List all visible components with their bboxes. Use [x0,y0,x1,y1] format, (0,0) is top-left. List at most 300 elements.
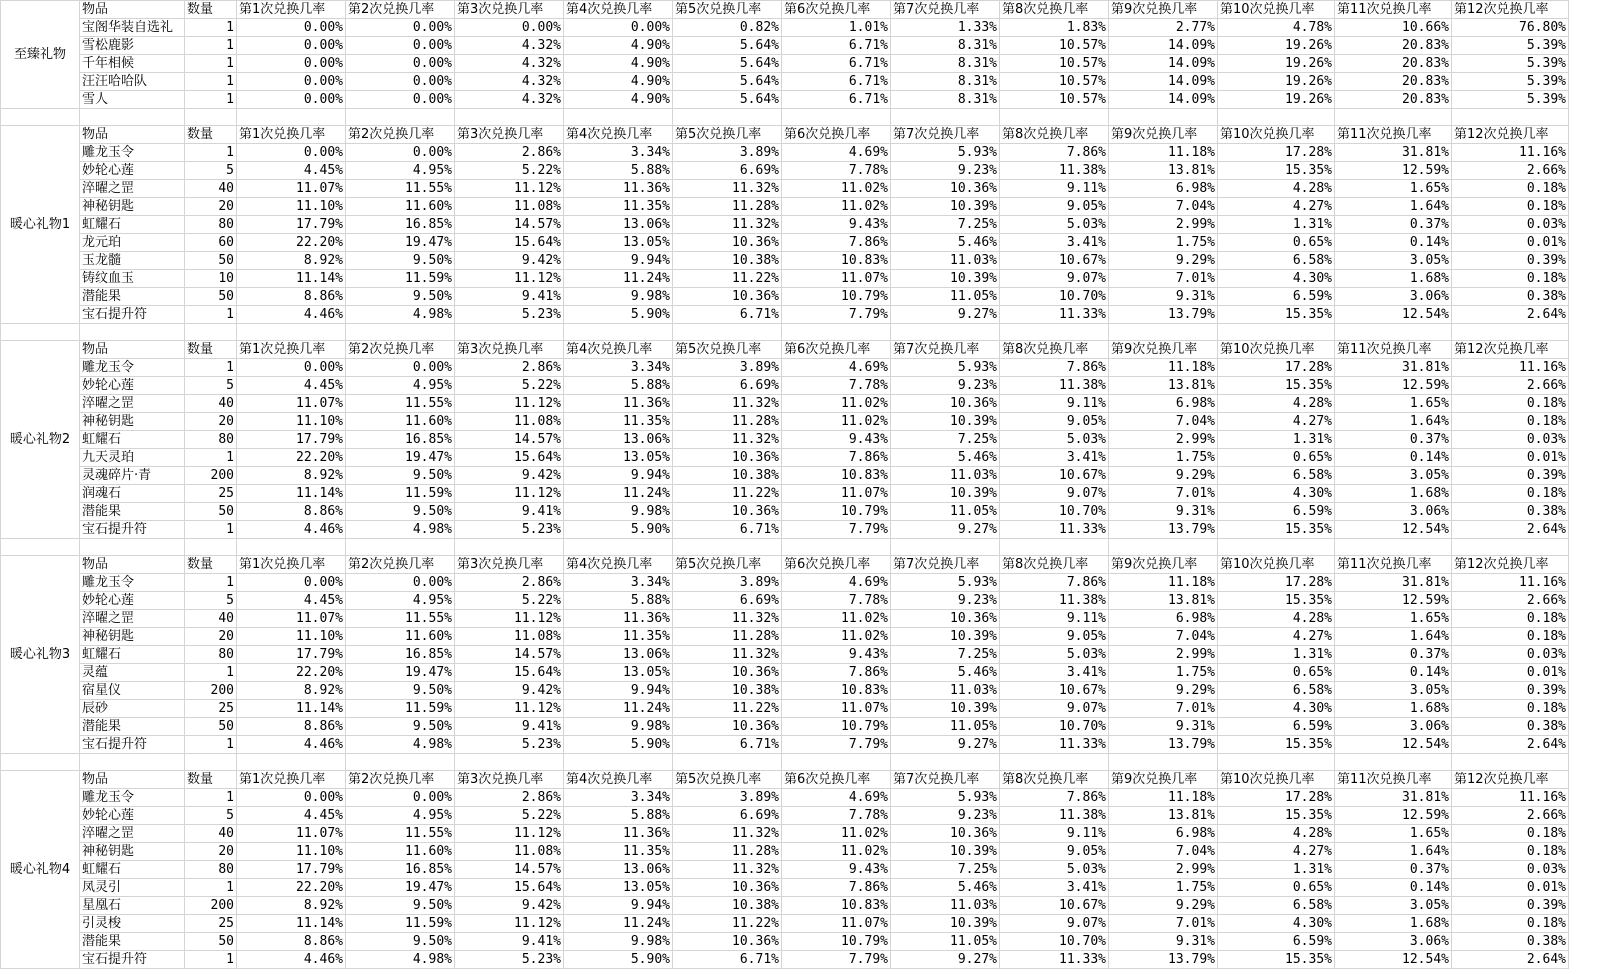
rate-cell[interactable]: 6.71% [782,73,891,91]
rate-cell[interactable]: 7.79% [782,521,891,539]
rate-cell[interactable]: 11.07% [237,825,346,843]
column-header-cell[interactable]: 第5次兑换几率 [673,1,782,19]
rate-cell[interactable]: 0.00% [346,359,455,377]
quantity-cell[interactable]: 1 [185,789,237,807]
rate-cell[interactable]: 20.83% [1335,73,1452,91]
rate-cell[interactable]: 13.05% [564,234,673,252]
rate-cell[interactable]: 11.59% [346,915,455,933]
rate-cell[interactable]: 4.46% [237,736,346,754]
rate-cell[interactable]: 0.03% [1452,861,1569,879]
rate-cell[interactable]: 10.79% [782,933,891,951]
rate-cell[interactable]: 3.89% [673,789,782,807]
rate-cell[interactable]: 0.00% [346,91,455,109]
rate-cell[interactable]: 12.59% [1335,162,1452,180]
empty-cell[interactable] [346,324,455,341]
item-name-cell[interactable]: 九天灵珀 [80,449,185,467]
rate-cell[interactable]: 8.86% [237,933,346,951]
item-name-cell[interactable]: 润魂石 [80,485,185,503]
rate-cell[interactable]: 4.27% [1218,198,1335,216]
rate-cell[interactable]: 13.81% [1109,162,1218,180]
rate-cell[interactable]: 4.69% [782,574,891,592]
rate-cell[interactable]: 9.07% [1000,270,1109,288]
quantity-cell[interactable]: 1 [185,306,237,324]
rate-cell[interactable]: 10.38% [673,682,782,700]
rate-cell[interactable]: 11.33% [1000,521,1109,539]
rate-cell[interactable]: 0.01% [1452,664,1569,682]
rate-cell[interactable]: 1.75% [1109,234,1218,252]
rate-cell[interactable]: 6.71% [673,306,782,324]
rate-cell[interactable]: 0.00% [346,19,455,37]
rate-cell[interactable]: 4.90% [564,55,673,73]
rate-cell[interactable]: 7.01% [1109,915,1218,933]
rate-cell[interactable]: 0.01% [1452,449,1569,467]
rate-cell[interactable]: 9.27% [891,736,1000,754]
item-name-cell[interactable]: 铸纹血玉 [80,270,185,288]
rate-cell[interactable]: 19.47% [346,449,455,467]
rate-cell[interactable]: 16.85% [346,216,455,234]
rate-cell[interactable]: 6.59% [1218,503,1335,521]
rate-cell[interactable]: 1.65% [1335,825,1452,843]
rate-cell[interactable]: 9.29% [1109,467,1218,485]
rate-cell[interactable]: 19.26% [1218,73,1335,91]
rate-cell[interactable]: 4.95% [346,162,455,180]
item-name-cell[interactable]: 辰砂 [80,700,185,718]
column-header-cell[interactable]: 第1次兑换几率 [237,771,346,789]
rate-cell[interactable]: 0.37% [1335,431,1452,449]
rate-cell[interactable]: 11.03% [891,467,1000,485]
column-header-cell[interactable]: 第11次兑换几率 [1335,1,1452,19]
empty-cell[interactable] [237,754,346,771]
rate-cell[interactable]: 9.05% [1000,198,1109,216]
rate-cell[interactable]: 1.68% [1335,915,1452,933]
rate-cell[interactable]: 9.11% [1000,825,1109,843]
item-name-cell[interactable]: 妙轮心莲 [80,162,185,180]
item-name-cell[interactable]: 千年相候 [80,55,185,73]
empty-cell[interactable] [1000,324,1109,341]
rate-cell[interactable]: 9.29% [1109,252,1218,270]
rate-cell[interactable]: 13.79% [1109,521,1218,539]
item-name-cell[interactable]: 雪松鹿影 [80,37,185,55]
rate-cell[interactable]: 22.20% [237,449,346,467]
empty-cell[interactable] [455,324,564,341]
rate-cell[interactable]: 1.75% [1109,449,1218,467]
item-name-cell[interactable]: 星凰石 [80,897,185,915]
rate-cell[interactable]: 10.36% [673,449,782,467]
rate-cell[interactable]: 4.28% [1218,825,1335,843]
rate-cell[interactable]: 17.79% [237,646,346,664]
rate-cell[interactable]: 9.94% [564,897,673,915]
rate-cell[interactable]: 11.22% [673,270,782,288]
rate-cell[interactable]: 17.28% [1218,359,1335,377]
rate-cell[interactable]: 5.46% [891,234,1000,252]
rate-cell[interactable]: 4.28% [1218,180,1335,198]
rate-cell[interactable]: 8.86% [237,718,346,736]
rate-cell[interactable]: 17.28% [1218,574,1335,592]
rate-cell[interactable]: 11.60% [346,628,455,646]
rate-cell[interactable]: 12.59% [1335,592,1452,610]
rate-cell[interactable]: 7.01% [1109,485,1218,503]
rate-cell[interactable]: 9.98% [564,288,673,306]
rate-cell[interactable]: 4.46% [237,951,346,969]
rate-cell[interactable]: 0.00% [237,574,346,592]
rate-cell[interactable]: 11.28% [673,413,782,431]
column-header-cell[interactable]: 第10次兑换几率 [1218,1,1335,19]
item-name-cell[interactable]: 宝石提升符 [80,521,185,539]
rate-cell[interactable]: 0.14% [1335,664,1452,682]
rate-cell[interactable]: 0.00% [455,19,564,37]
rate-cell[interactable]: 4.98% [346,736,455,754]
quantity-cell[interactable]: 25 [185,915,237,933]
empty-cell[interactable] [673,539,782,556]
rate-cell[interactable]: 0.18% [1452,180,1569,198]
quantity-cell[interactable]: 1 [185,73,237,91]
empty-cell[interactable] [782,324,891,341]
empty-cell[interactable] [237,539,346,556]
rate-cell[interactable]: 11.02% [782,628,891,646]
rate-cell[interactable]: 0.18% [1452,198,1569,216]
rate-cell[interactable]: 22.20% [237,664,346,682]
rate-cell[interactable]: 6.69% [673,162,782,180]
item-name-cell[interactable]: 宝石提升符 [80,306,185,324]
rate-cell[interactable]: 4.45% [237,162,346,180]
column-header-cell[interactable]: 物品 [80,341,185,359]
item-name-cell[interactable]: 淬曜之罡 [80,610,185,628]
rate-cell[interactable]: 3.05% [1335,252,1452,270]
rate-cell[interactable]: 2.66% [1452,162,1569,180]
rate-cell[interactable]: 1.31% [1218,216,1335,234]
rate-cell[interactable]: 10.39% [891,915,1000,933]
rate-cell[interactable]: 11.33% [1000,951,1109,969]
rate-cell[interactable]: 0.18% [1452,915,1569,933]
rate-cell[interactable]: 0.00% [237,91,346,109]
rate-cell[interactable]: 10.36% [673,664,782,682]
column-header-cell[interactable]: 第1次兑换几率 [237,556,346,574]
quantity-cell[interactable]: 20 [185,413,237,431]
rate-cell[interactable]: 7.25% [891,861,1000,879]
group-label-cell[interactable]: 暖心礼物2 [1,341,80,539]
rate-cell[interactable]: 0.03% [1452,646,1569,664]
rate-cell[interactable]: 0.65% [1218,664,1335,682]
quantity-cell[interactable]: 5 [185,377,237,395]
rate-cell[interactable]: 6.58% [1218,252,1335,270]
rate-cell[interactable]: 5.39% [1452,73,1569,91]
rate-cell[interactable]: 0.39% [1452,467,1569,485]
rate-cell[interactable]: 4.95% [346,377,455,395]
rate-cell[interactable]: 5.03% [1000,431,1109,449]
rate-cell[interactable]: 9.31% [1109,288,1218,306]
rate-cell[interactable]: 13.05% [564,664,673,682]
empty-cell[interactable] [1452,754,1569,771]
rate-cell[interactable]: 11.10% [237,628,346,646]
rate-cell[interactable]: 3.41% [1000,449,1109,467]
item-name-cell[interactable]: 妙轮心莲 [80,377,185,395]
rate-cell[interactable]: 0.01% [1452,879,1569,897]
rate-cell[interactable]: 6.59% [1218,933,1335,951]
rate-cell[interactable]: 5.93% [891,789,1000,807]
column-header-cell[interactable]: 数量 [185,126,237,144]
column-header-cell[interactable]: 第1次兑换几率 [237,341,346,359]
rate-cell[interactable]: 11.38% [1000,377,1109,395]
quantity-cell[interactable]: 60 [185,234,237,252]
rate-cell[interactable]: 7.86% [1000,144,1109,162]
rate-cell[interactable]: 11.02% [782,610,891,628]
quantity-cell[interactable]: 1 [185,359,237,377]
rate-cell[interactable]: 11.32% [673,431,782,449]
empty-cell[interactable] [891,109,1000,126]
rate-cell[interactable]: 1.68% [1335,270,1452,288]
empty-cell[interactable] [1218,754,1335,771]
empty-cell[interactable] [673,754,782,771]
empty-cell[interactable] [1335,754,1452,771]
rate-cell[interactable]: 9.43% [782,431,891,449]
rate-cell[interactable]: 0.39% [1452,897,1569,915]
rate-cell[interactable]: 1.64% [1335,198,1452,216]
column-header-cell[interactable]: 第9次兑换几率 [1109,556,1218,574]
rate-cell[interactable]: 0.00% [346,37,455,55]
quantity-cell[interactable]: 200 [185,467,237,485]
rate-cell[interactable]: 3.06% [1335,718,1452,736]
rate-cell[interactable]: 0.00% [237,144,346,162]
rate-cell[interactable]: 3.05% [1335,682,1452,700]
rate-cell[interactable]: 14.57% [455,216,564,234]
empty-cell[interactable] [782,109,891,126]
rate-cell[interactable]: 10.36% [673,933,782,951]
rate-cell[interactable]: 3.06% [1335,933,1452,951]
empty-cell[interactable] [673,109,782,126]
empty-cell[interactable] [891,324,1000,341]
rate-cell[interactable]: 11.07% [782,700,891,718]
rate-cell[interactable]: 3.06% [1335,288,1452,306]
rate-cell[interactable]: 11.18% [1109,789,1218,807]
rate-cell[interactable]: 5.22% [455,592,564,610]
rate-cell[interactable]: 9.50% [346,252,455,270]
rate-cell[interactable]: 9.50% [346,718,455,736]
rate-cell[interactable]: 9.27% [891,306,1000,324]
rate-cell[interactable]: 11.03% [891,682,1000,700]
rate-cell[interactable]: 10.39% [891,270,1000,288]
rate-cell[interactable]: 9.42% [455,682,564,700]
rate-cell[interactable]: 7.01% [1109,700,1218,718]
rate-cell[interactable]: 3.89% [673,574,782,592]
rate-cell[interactable]: 5.22% [455,377,564,395]
rate-cell[interactable]: 11.55% [346,610,455,628]
empty-cell[interactable] [1,324,80,341]
rate-cell[interactable]: 11.24% [564,270,673,288]
rate-cell[interactable]: 14.09% [1109,37,1218,55]
column-header-cell[interactable]: 第5次兑换几率 [673,556,782,574]
column-header-cell[interactable]: 第5次兑换几率 [673,771,782,789]
rate-cell[interactable]: 9.41% [455,288,564,306]
empty-cell[interactable] [80,539,185,556]
column-header-cell[interactable]: 数量 [185,341,237,359]
rate-cell[interactable]: 9.41% [455,503,564,521]
rate-cell[interactable]: 7.04% [1109,413,1218,431]
item-name-cell[interactable]: 雕龙玉令 [80,789,185,807]
rate-cell[interactable]: 0.00% [237,789,346,807]
rate-cell[interactable]: 5.39% [1452,37,1569,55]
rate-cell[interactable]: 11.22% [673,915,782,933]
rate-cell[interactable]: 6.69% [673,807,782,825]
rate-cell[interactable]: 5.23% [455,951,564,969]
rate-cell[interactable]: 1.01% [782,19,891,37]
rate-cell[interactable]: 4.32% [455,37,564,55]
rate-cell[interactable]: 1.65% [1335,180,1452,198]
quantity-cell[interactable]: 80 [185,861,237,879]
rate-cell[interactable]: 0.39% [1452,252,1569,270]
column-header-cell[interactable]: 第8次兑换几率 [1000,771,1109,789]
rate-cell[interactable]: 11.16% [1452,144,1569,162]
rate-cell[interactable]: 5.93% [891,574,1000,592]
item-name-cell[interactable]: 灵蕴 [80,664,185,682]
rate-cell[interactable]: 9.29% [1109,682,1218,700]
rate-cell[interactable]: 9.94% [564,252,673,270]
rate-cell[interactable]: 10.38% [673,467,782,485]
rate-cell[interactable]: 0.03% [1452,216,1569,234]
rate-cell[interactable]: 5.88% [564,592,673,610]
rate-cell[interactable]: 10.36% [891,610,1000,628]
item-name-cell[interactable]: 潜能果 [80,933,185,951]
rate-cell[interactable]: 2.86% [455,144,564,162]
rate-cell[interactable]: 9.07% [1000,700,1109,718]
rate-cell[interactable]: 7.86% [782,449,891,467]
rate-cell[interactable]: 9.50% [346,682,455,700]
column-header-cell[interactable]: 第5次兑换几率 [673,341,782,359]
rate-cell[interactable]: 3.41% [1000,879,1109,897]
rate-cell[interactable]: 1.65% [1335,395,1452,413]
rate-cell[interactable]: 11.07% [782,270,891,288]
rate-cell[interactable]: 16.85% [346,646,455,664]
item-name-cell[interactable]: 宝石提升符 [80,736,185,754]
rate-cell[interactable]: 6.71% [673,951,782,969]
empty-cell[interactable] [80,754,185,771]
rate-cell[interactable]: 0.00% [237,55,346,73]
column-header-cell[interactable]: 第6次兑换几率 [782,341,891,359]
column-header-cell[interactable]: 物品 [80,126,185,144]
rate-cell[interactable]: 9.98% [564,503,673,521]
empty-cell[interactable] [185,109,237,126]
rate-cell[interactable]: 11.14% [237,915,346,933]
rate-cell[interactable]: 11.24% [564,700,673,718]
rate-cell[interactable]: 9.29% [1109,897,1218,915]
rate-cell[interactable]: 10.36% [891,395,1000,413]
quantity-cell[interactable]: 80 [185,431,237,449]
rate-cell[interactable]: 3.34% [564,789,673,807]
rate-cell[interactable]: 5.64% [673,55,782,73]
rate-cell[interactable]: 20.83% [1335,55,1452,73]
item-name-cell[interactable]: 汪汪哈哈队 [80,73,185,91]
rate-cell[interactable]: 4.30% [1218,485,1335,503]
rate-cell[interactable]: 9.11% [1000,610,1109,628]
rate-cell[interactable]: 11.03% [891,252,1000,270]
rate-cell[interactable]: 11.35% [564,843,673,861]
rate-cell[interactable]: 3.41% [1000,664,1109,682]
rate-cell[interactable]: 15.35% [1218,521,1335,539]
rate-cell[interactable]: 11.35% [564,198,673,216]
rate-cell[interactable]: 0.18% [1452,485,1569,503]
rate-cell[interactable]: 10.67% [1000,897,1109,915]
rate-cell[interactable]: 11.07% [782,485,891,503]
rate-cell[interactable]: 14.57% [455,646,564,664]
column-header-cell[interactable]: 第8次兑换几率 [1000,126,1109,144]
rate-cell[interactable]: 3.05% [1335,897,1452,915]
rate-cell[interactable]: 9.07% [1000,915,1109,933]
empty-cell[interactable] [1335,539,1452,556]
rate-cell[interactable]: 9.43% [782,646,891,664]
column-header-cell[interactable]: 第3次兑换几率 [455,1,564,19]
empty-cell[interactable] [455,754,564,771]
rate-cell[interactable]: 0.00% [237,37,346,55]
rate-cell[interactable]: 0.38% [1452,718,1569,736]
empty-cell[interactable] [782,539,891,556]
rate-cell[interactable]: 17.79% [237,431,346,449]
rate-cell[interactable]: 6.58% [1218,467,1335,485]
quantity-cell[interactable]: 25 [185,700,237,718]
rate-cell[interactable]: 9.50% [346,897,455,915]
rate-cell[interactable]: 11.05% [891,503,1000,521]
quantity-cell[interactable]: 200 [185,897,237,915]
rate-cell[interactable]: 9.31% [1109,718,1218,736]
rate-cell[interactable]: 11.07% [237,395,346,413]
rate-cell[interactable]: 2.66% [1452,807,1569,825]
rate-cell[interactable]: 7.01% [1109,270,1218,288]
rate-cell[interactable]: 11.03% [891,897,1000,915]
rate-cell[interactable]: 0.18% [1452,270,1569,288]
item-name-cell[interactable]: 潜能果 [80,288,185,306]
rate-cell[interactable]: 7.79% [782,736,891,754]
rate-cell[interactable]: 0.18% [1452,843,1569,861]
rate-cell[interactable]: 12.54% [1335,736,1452,754]
rate-cell[interactable]: 11.24% [564,485,673,503]
column-header-cell[interactable]: 第6次兑换几率 [782,556,891,574]
rate-cell[interactable]: 14.09% [1109,73,1218,91]
empty-cell[interactable] [1335,324,1452,341]
rate-cell[interactable]: 4.90% [564,91,673,109]
item-name-cell[interactable]: 宝石提升符 [80,951,185,969]
item-name-cell[interactable]: 虹耀石 [80,216,185,234]
rate-cell[interactable]: 13.81% [1109,377,1218,395]
column-header-cell[interactable]: 第3次兑换几率 [455,771,564,789]
column-header-cell[interactable]: 第10次兑换几率 [1218,771,1335,789]
rate-cell[interactable]: 1.75% [1109,879,1218,897]
rate-cell[interactable]: 2.99% [1109,861,1218,879]
rate-cell[interactable]: 6.69% [673,592,782,610]
rate-cell[interactable]: 4.45% [237,377,346,395]
rate-cell[interactable]: 11.02% [782,843,891,861]
rate-cell[interactable]: 0.38% [1452,288,1569,306]
rate-cell[interactable]: 15.64% [455,449,564,467]
rate-cell[interactable]: 6.71% [782,37,891,55]
rate-cell[interactable]: 11.18% [1109,574,1218,592]
quantity-cell[interactable]: 5 [185,592,237,610]
rate-cell[interactable]: 0.14% [1335,234,1452,252]
rate-cell[interactable]: 9.05% [1000,628,1109,646]
rate-cell[interactable]: 10.70% [1000,933,1109,951]
rate-cell[interactable]: 1.64% [1335,843,1452,861]
column-header-cell[interactable]: 第12次兑换几率 [1452,126,1569,144]
empty-cell[interactable] [564,109,673,126]
empty-cell[interactable] [891,754,1000,771]
rate-cell[interactable]: 19.47% [346,664,455,682]
rate-cell[interactable]: 19.47% [346,234,455,252]
column-header-cell[interactable]: 第4次兑换几率 [564,126,673,144]
rate-cell[interactable]: 13.06% [564,216,673,234]
rate-cell[interactable]: 7.86% [1000,359,1109,377]
rate-cell[interactable]: 9.50% [346,467,455,485]
rate-cell[interactable]: 11.14% [237,270,346,288]
rate-cell[interactable]: 11.32% [673,646,782,664]
empty-cell[interactable] [1452,324,1569,341]
rate-cell[interactable]: 11.32% [673,180,782,198]
